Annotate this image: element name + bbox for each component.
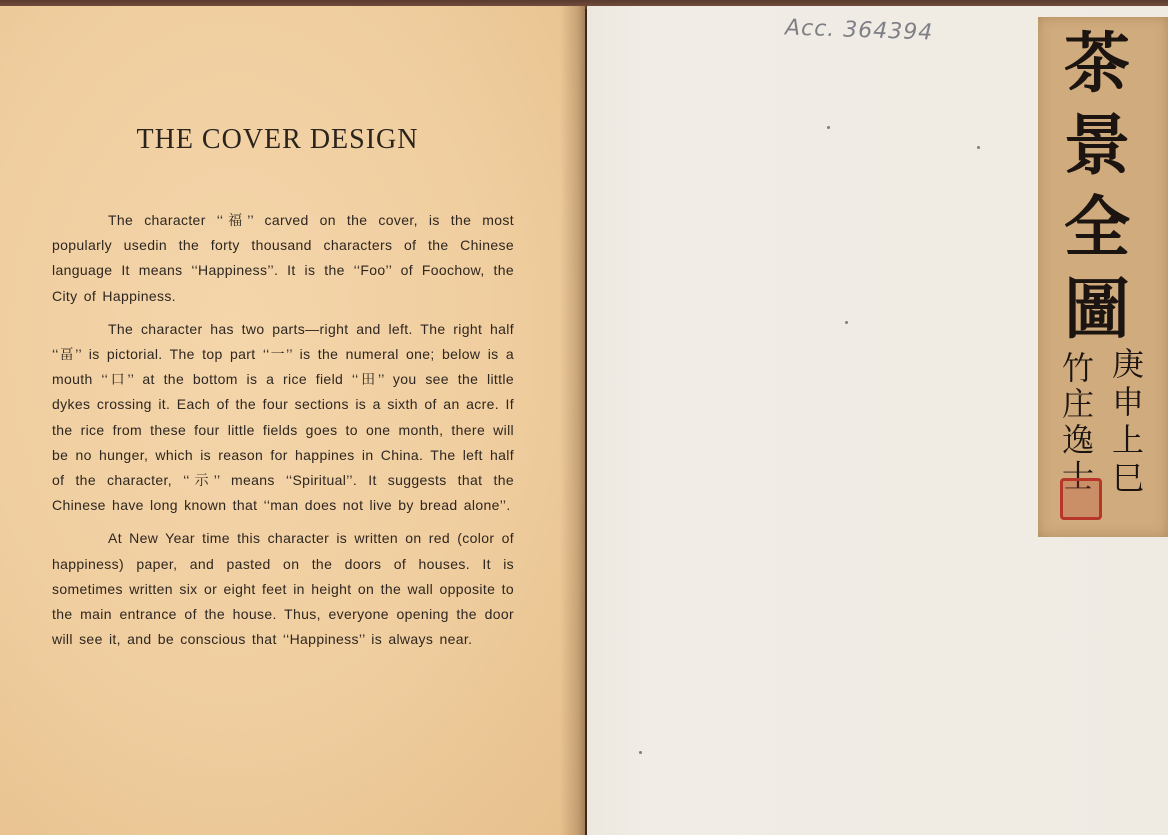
title-char: 茶: [1064, 24, 1130, 102]
paper-speck: [845, 321, 848, 324]
paper-speck: [639, 751, 642, 754]
left-page: [0, 6, 585, 835]
paragraph-1: The character ‘‘福’’ carved on the cover, is the most popularly usedin the forty thousand characters of the Chinese language It means ‘‘Happiness’’. It is the ‘‘Foo’’ of Foochow, the City of Happiness.: [52, 212, 514, 304]
paragraph-2: The character has two parts—right and left. The right half ‘‘畐’’ is pictorial. The top part ‘‘一’’ is the numeral one; below is a mouth ‘‘口’’ at the bottom is a rice field ‘‘田’’ you see the little dykes crossing it. Each of the four sections is a sixth of an acre. If the rice from these four little fields goes to one month, there will be no hunger, which is reason for happines in China. The left half of the character, ‘‘示’’ means ‘‘Spiritual’’. It suggests that the Chinese have long known that ‘‘man does not live by bread alone’’.: [52, 320, 514, 514]
inscription-char: 逸: [1061, 421, 1094, 459]
inscription-char: 上: [1111, 421, 1144, 459]
title-char: 景: [1064, 106, 1130, 184]
title-characters: [1052, 22, 1142, 350]
paper-speck: [977, 146, 980, 149]
inscription-char: 申: [1111, 383, 1144, 421]
paper-speck: [827, 126, 830, 129]
red-seal-stamp: [1060, 478, 1102, 520]
inscription-char: 竹: [1061, 349, 1094, 387]
page-heading: THE COVER DESIGN: [136, 124, 419, 155]
title-char: 全: [1064, 188, 1130, 266]
title-char: 圖: [1064, 270, 1130, 348]
inscription-char: 巳: [1111, 459, 1144, 497]
accession-note: Acc. 364394: [784, 15, 934, 46]
inscription-date: [1108, 345, 1148, 497]
inscription-author: [1058, 350, 1098, 494]
inscription-char: 庄: [1061, 385, 1094, 423]
inscription-char: 士: [1061, 457, 1094, 495]
inscription-char: 庚: [1111, 345, 1144, 383]
book-spine: [560, 6, 590, 835]
paragraph-3: At New Year time this character is written on red (color of happiness) paper, and pasted on the doors of houses. It is sometimes written six or eight feet in height on the wall opposite to the main entrance of the house. Thus, everyone opening the door will see it, and be conscious that ‘‘Happiness’’ is always near.: [52, 530, 514, 648]
body-text: [52, 208, 514, 660]
